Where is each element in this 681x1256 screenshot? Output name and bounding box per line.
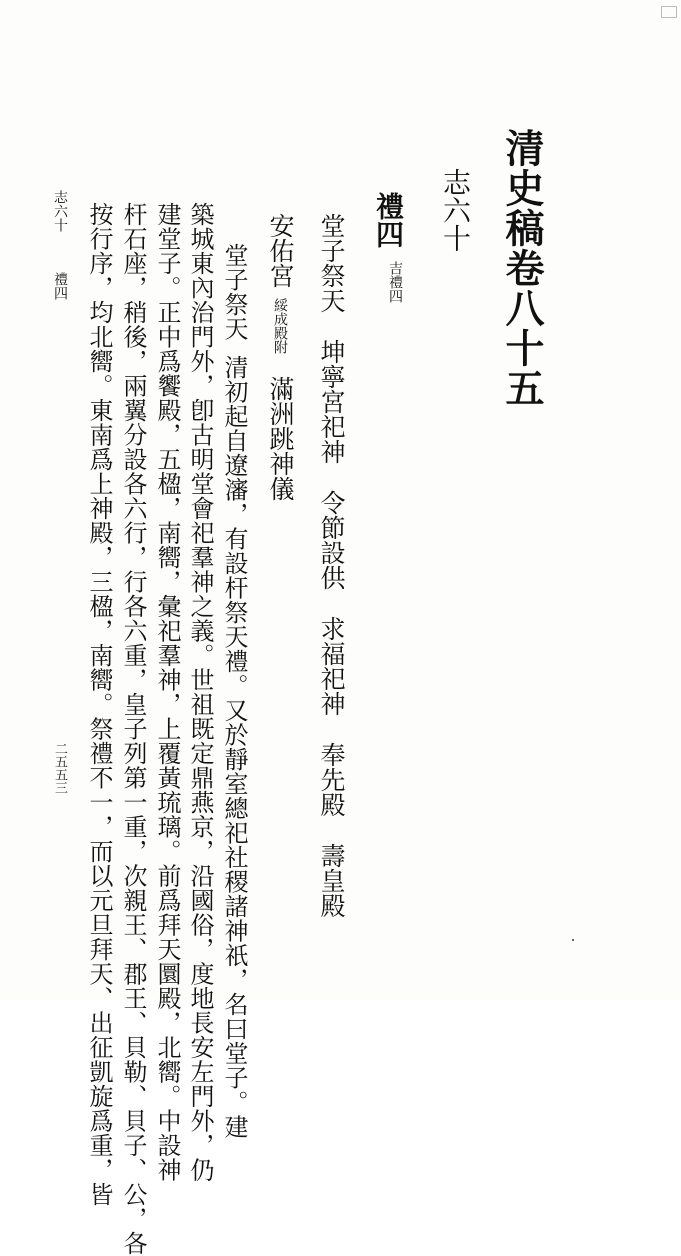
toc-item: 滿洲跳神儀 (266, 376, 295, 501)
volume-title: 清史稿卷八十五 (499, 128, 545, 408)
page-number: 二五五三 (52, 742, 67, 794)
contents-column-2 (268, 213, 293, 501)
margin-section: 禮四 (52, 272, 68, 300)
body-line-2: 築城東內治門外，卽古明堂會祀羣神之義。世祖既定鼎燕京，沿國俗，度地長安左門外，仍 (186, 202, 214, 1182)
body-line-5: 按行序，均北嚮。東南爲上神殿，三楹，南嚮。祭禮不一，而以元旦拜天、出征凱旋爲重，皆 (85, 202, 113, 1207)
margin-running-head (53, 190, 67, 300)
body-line-4: 杆石座，稍後，兩翼分設各六行，行各六重，皇子列第一重，次親王、郡王、貝勒、貝子、公，各 (119, 202, 147, 1256)
toc-item: 求福祀神 (317, 616, 346, 716)
body-line-1 (222, 243, 246, 1139)
body-text: 清初起自遼瀋，有設杆祭天禮。又於靜室總祀社稷諸神祇，名曰堂子。建 (220, 355, 248, 1139)
toc-note: 綏成殿附 (272, 298, 288, 354)
contents-column-1 (319, 213, 344, 918)
paper-speck (661, 6, 677, 18)
chapter-heading: 禮四 (372, 192, 405, 248)
paper-speck (572, 939, 574, 941)
toc-item: 安佑宮 (266, 213, 295, 288)
chapter-subnote: 吉禮四 (387, 261, 403, 303)
toc-item: 奉先殿 (317, 742, 346, 817)
toc-item: 坤寧宮祀神 (317, 339, 346, 464)
section-lead: 堂子祭天 (220, 243, 248, 341)
toc-item: 壽皇殿 (317, 843, 346, 918)
section-heading: 志六十 (439, 168, 472, 252)
toc-item: 令節設供 (317, 490, 346, 590)
body-line-3: 建堂子。正中爲饗殿，五楹，南嚮，彙祀羣神，上覆黃琉璃。前爲拜天圜殿，北嚮。中設神 (153, 202, 181, 1182)
margin-volume: 志六十 (52, 190, 68, 232)
toc-item: 堂子祭天 (317, 213, 346, 313)
